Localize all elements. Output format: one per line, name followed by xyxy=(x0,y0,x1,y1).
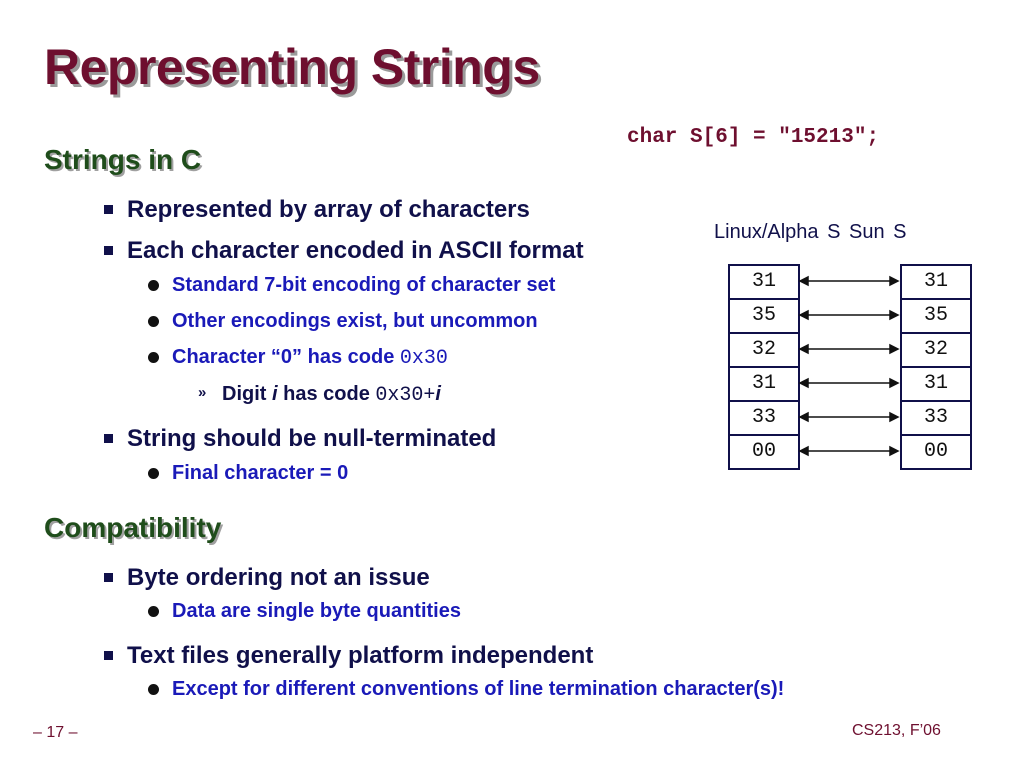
memory-column-sun xyxy=(900,264,972,470)
double-arrow-icon xyxy=(800,277,898,285)
section-heading-compatibility: Compatibility xyxy=(44,512,222,543)
square-bullet-icon xyxy=(104,434,113,443)
memory-byte: 35 xyxy=(730,298,798,332)
memory-byte: 33 xyxy=(902,400,970,434)
memory-byte: 31 xyxy=(730,366,798,400)
memory-byte: 31 xyxy=(902,366,970,400)
hex-code: 0x30 xyxy=(399,347,448,370)
round-bullet-icon xyxy=(148,280,159,291)
course-label: CS213, F’06 xyxy=(852,722,941,739)
memory-byte: 33 xyxy=(730,400,798,434)
round-bullet-icon xyxy=(148,316,159,327)
memory-byte: 00 xyxy=(902,434,970,468)
double-arrow-icon xyxy=(800,447,898,455)
double-arrow-icon xyxy=(800,379,898,387)
square-bullet-icon xyxy=(104,246,113,255)
memory-byte: 31 xyxy=(751,270,776,293)
memory-byte: 32 xyxy=(730,332,798,366)
page-number: – 17 – xyxy=(33,724,78,741)
byte-order-labels: Linux/Alpha S Sun S xyxy=(714,221,907,243)
memory-byte: 31 xyxy=(923,270,948,293)
square-bullet-icon xyxy=(104,651,113,660)
byte-correspondence-arrows xyxy=(798,264,900,470)
symbol-s: S xyxy=(827,221,841,243)
chevron-bullet-icon: » xyxy=(198,384,207,401)
double-arrow-icon xyxy=(800,345,898,353)
memory-byte: 32 xyxy=(902,332,970,366)
memory-byte: 00 xyxy=(730,434,798,468)
section-heading-strings-in-c: Strings in C xyxy=(44,144,202,175)
memory-byte: 35 xyxy=(902,298,970,332)
round-bullet-icon xyxy=(148,352,159,363)
code-declaration: char S[6] = "15213"; xyxy=(627,126,880,149)
slide-title: Representing Strings xyxy=(44,39,540,95)
round-bullet-icon xyxy=(148,684,159,695)
round-bullet-icon xyxy=(148,468,159,479)
square-bullet-icon xyxy=(104,205,113,214)
round-bullet-icon xyxy=(148,606,159,617)
double-arrow-icon xyxy=(800,413,898,421)
square-bullet-icon xyxy=(104,573,113,582)
symbol-s: S xyxy=(893,221,907,243)
memory-column-linux-alpha xyxy=(728,264,800,470)
double-arrow-icon xyxy=(800,311,898,319)
